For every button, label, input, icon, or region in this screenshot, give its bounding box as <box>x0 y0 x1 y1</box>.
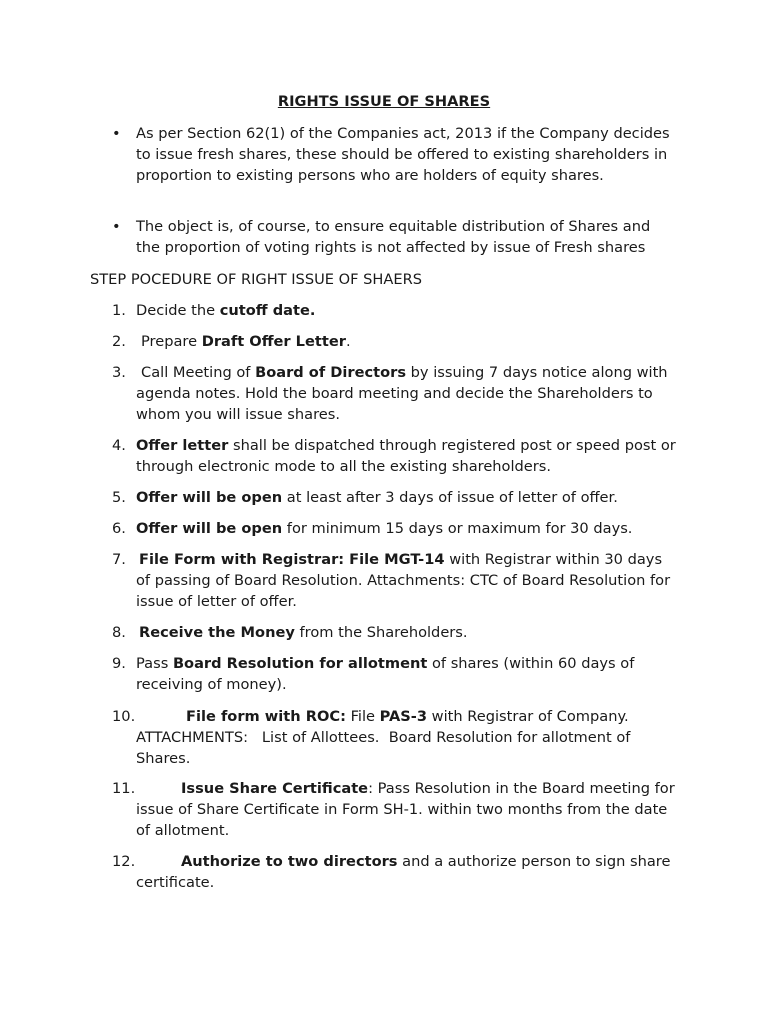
step-text <box>136 653 677 695</box>
step-text <box>136 518 677 539</box>
step-number: 11. <box>112 780 136 797</box>
step-item <box>112 549 677 612</box>
step-text-plain: File <box>345 708 380 725</box>
step-text-bold: Board Resolution for allotment <box>172 655 428 672</box>
step-text <box>136 331 677 352</box>
step-text-bold: Authorize to two directors <box>181 853 398 870</box>
document-title: RIGHTS ISSUE OF SHARES <box>277 93 491 110</box>
step-heading: STEP POCEDURE OF RIGHT ISSUE OF SHAERS <box>90 271 422 288</box>
step-text-plain: of shares (within 60 days of receiving of money). <box>136 655 635 693</box>
step-text-plain: for minimum 15 days or maximum for 30 days. <box>282 520 633 537</box>
step-number: 7. <box>112 551 126 568</box>
step-text <box>136 778 677 841</box>
step-item <box>112 706 677 769</box>
step-text-bold: Issue Share Certificate <box>181 780 369 797</box>
step-text <box>136 622 677 643</box>
step-number: 12. <box>112 853 136 870</box>
step-text-plain: Prepare <box>141 333 202 350</box>
step-number: 6. <box>112 520 126 537</box>
bullet-item <box>112 216 677 258</box>
step-text-bold: Board of Directors <box>255 364 407 381</box>
step-text-plain: at least after 3 days of issue of letter of offer. <box>282 489 618 506</box>
step-text-plain: Call Meeting of <box>141 364 256 381</box>
bullet-text: The object is, of course, to ensure equitable distribution of Shares and the proportion of voting rights is not affected by issue of Fresh shares <box>136 218 651 256</box>
step-number: 2. <box>112 333 126 350</box>
step-number: 10. <box>112 708 136 725</box>
step-text-bold: Draft Offer Letter <box>201 333 346 350</box>
step-text-plain: Decide the <box>136 302 220 319</box>
step-item <box>112 778 677 841</box>
step-text <box>136 300 677 321</box>
step-item <box>112 851 677 893</box>
step-text-plain: and a authorize person to sign share certificate. <box>136 853 671 891</box>
step-text-plain: with Registrar of Company. ATTACHMENTS: List of Allottees. Board Resolution for allotment of Shares. <box>136 708 636 767</box>
step-text <box>136 487 677 508</box>
step-number: 5. <box>112 489 126 506</box>
step-item <box>112 435 677 477</box>
step-item <box>112 622 677 643</box>
step-text <box>136 549 677 612</box>
bullet-marker: • <box>112 125 121 142</box>
step-number: 4. <box>112 437 126 454</box>
step-text-bold: Offer letter <box>136 437 229 454</box>
step-text <box>136 362 677 425</box>
step-item <box>112 653 677 695</box>
step-text-bold: PAS-3 <box>379 708 428 725</box>
step-item <box>112 518 677 539</box>
bullet-text: As per Section 62(1) of the Companies act, 2013 if the Company decides to issue fresh shares, these should be offered to existing shareholders in proportion to existing persons who are holders of equity shares. <box>136 125 670 184</box>
step-item <box>112 362 677 425</box>
step-text-bold: Offer will be open <box>136 520 283 537</box>
step-text <box>136 706 677 769</box>
step-text-bold: cutoff date. <box>219 302 316 319</box>
step-text-plain: Pass <box>136 655 173 672</box>
step-text-bold: Offer will be open <box>136 489 283 506</box>
step-text-plain: shall be dispatched through registered post or speed post or through electronic mode to all the existing shareholders. <box>136 437 676 475</box>
step-number: 8. <box>112 624 126 641</box>
step-text-bold: File Form with Registrar: File MGT-14 <box>139 551 445 568</box>
step-number: 3. <box>112 364 126 381</box>
step-text-bold: File form with ROC: <box>186 708 346 725</box>
bullet-marker: • <box>112 218 121 235</box>
step-text-plain: by issuing 7 days notice along with agenda notes. Hold the board meeting and decide the Shareholders to whom you will issue shares. <box>136 364 668 423</box>
step-item <box>112 487 677 508</box>
step-item <box>112 300 677 321</box>
step-text-plain: from the Shareholders. <box>294 624 468 641</box>
bullet-item <box>112 123 677 186</box>
step-text-plain: . <box>345 333 351 350</box>
step-text-plain: with Registrar within 30 days of passing of Board Resolution. Attachments: CTC of Board Resolution for issue of letter of offer. <box>136 551 671 610</box>
step-text-bold: Receive the Money <box>139 624 295 641</box>
step-text-plain: : Pass Resolution in the Board meeting for issue of Share Certificate in Form SH-1. within two months from the date of allotment. <box>136 780 675 839</box>
step-number: 9. <box>112 655 126 672</box>
step-number: 1. <box>112 302 126 319</box>
step-item <box>112 331 677 352</box>
step-text <box>136 851 677 893</box>
step-text <box>136 435 677 477</box>
